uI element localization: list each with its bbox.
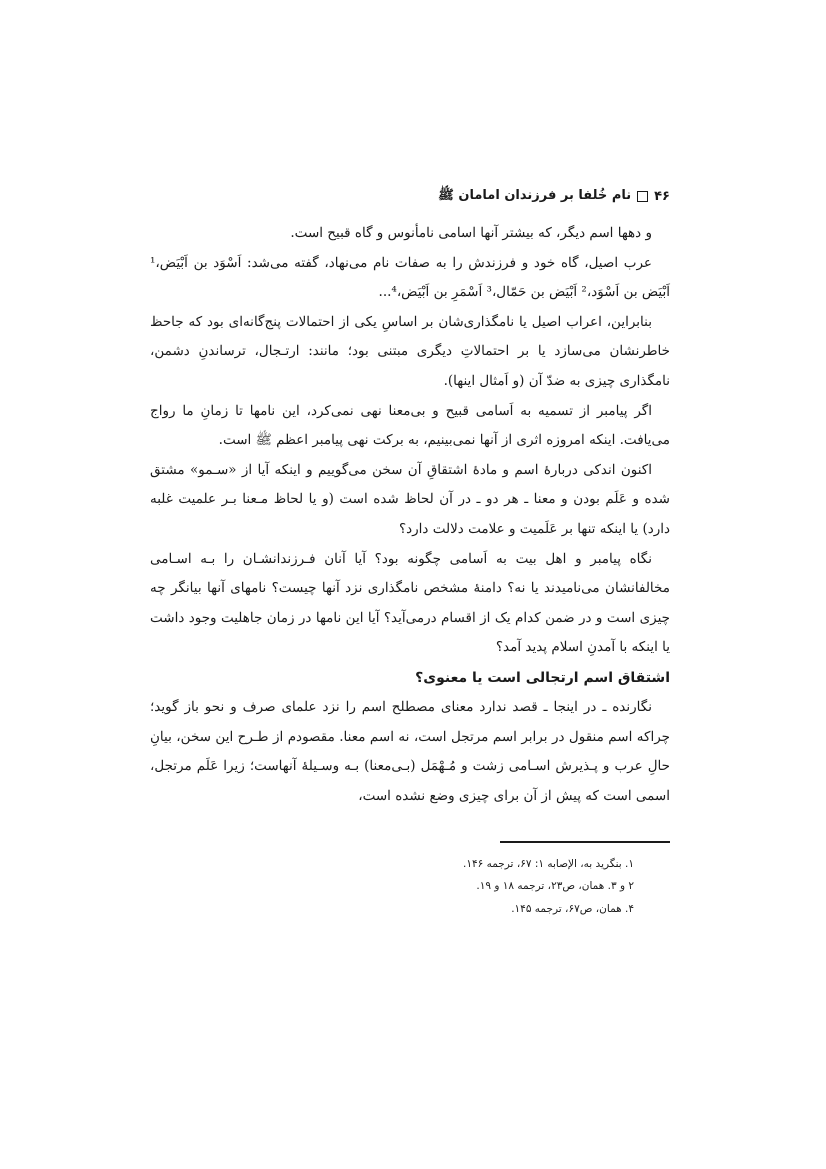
paragraph: نگاه پیامبر و اهل بیت به اَسامی چگونه بود؟ آیا آنان فـرزندانشـان را بـه اسـامی مخالفانشان می‌نامیدند یا نه؟ دامنهٔ مشخص نامگذاری نزد آنها چیست؟ نامهای آنها بیانگر چه چیزی است و در ضمن کدام یک از اقسام درمی‌آید؟ آیا این نامها در زمان جاهلیت وجود داشت یا اینکه با آمدنِ اسلام پدید آمد؟ xyxy=(150,550,670,656)
paragraph: اگر پیامبر از تسمیه به اَسامی قبیح و بی‌معنا نهی نمی‌کرد، این نامها تا زمانِ ما رواج می‌یافت. اینکه امروزه اثری از آنها نمی‌بینیم، به برکت نهی پیامبر اعظم ﷺ است. xyxy=(150,402,670,449)
running-title: نام خُلفا بر فرزندان امامان ﷺ xyxy=(438,187,632,203)
body-text xyxy=(150,219,670,811)
section-heading: اشتقاق اسم ارتجالی است یا معنوی؟ xyxy=(415,669,670,686)
footnotes xyxy=(150,853,670,921)
footnote: ۴. همان، ص۶۷، ترجمه ۱۴۵. xyxy=(511,902,634,915)
paragraph: عرب اصیل، گاه خود و فرزندش را به صفات نام می‌نهاد، گفته می‌شد: اَسْوَد بن اَبْیَض،¹ اَبْیَض بن اَسْوَد،² اَبْیَض بن حَمّال،³ اَسْمَرِ بن اَبْیَض،⁴... xyxy=(150,254,670,301)
footnote: ۱. بنگرید به، الإصابه ۱: ۶۷، ترجمه ۱۴۶. xyxy=(462,857,634,870)
page-number: ۴۶ xyxy=(654,188,670,204)
paragraph: نگارنده ـ در اینجا ـ قصد ندارد معنای مصطلح اسم را نزد علمای صرف و نحو باز گوید؛ چراکه اسم منقول در برابر اسم مرتجل است، نه اسم معنا. مقصودم از طـرح این سخن، بیانِ حالِ عرب و پـذیرش اسـامی زشت و مُـهْمَل (بـی‌معنا) بـه وسـیلهٔ آنهاست؛ زیرا عَلَم مرتجل، اسمی است که پیش از آن برای چیزی وضع نشده است، xyxy=(150,698,670,804)
footnote-divider xyxy=(500,841,670,843)
square-bullet-icon xyxy=(637,191,648,202)
running-header xyxy=(150,183,670,209)
footnote: ۲ و ۳. همان، ص۲۳، ترجمه ۱۸ و ۱۹. xyxy=(476,880,634,893)
paragraph: بنابراین، اعراب اصیل یا نامگذاری‌شان بر اساسِ یکی از احتمالات پنج‌گانه‌ای بود که جاحظ خاطرنشان می‌سازد یا بر احتمالاتِ دیگری مبتنی بود؛ مانند: ارتـجال، ترساندنِ دشمن، نامگذاری چیزی به ضدّ آن (و اَمثال اینها). xyxy=(150,313,670,389)
paragraph: اکنون اندکی دربارهٔ اسم و مادهٔ اشتقاقِ آن سخن می‌گوییم و اینکه آیا از «سـمو» مشتق شده و عَلَم بودن و معنا ـ هر دو ـ در آن لحاظ شده است (و یا لحاظ مـعنا بـر علمیت غلبه دارد) یا اینکه تنها بر عَلَمیت و علامت دلالت دارد؟ xyxy=(150,461,670,537)
paragraph: و دهها اسم دیگر، که بیشتر آنها اسامی نامأنوس و گاه قبیح است. xyxy=(290,225,652,241)
book-page xyxy=(150,183,670,920)
